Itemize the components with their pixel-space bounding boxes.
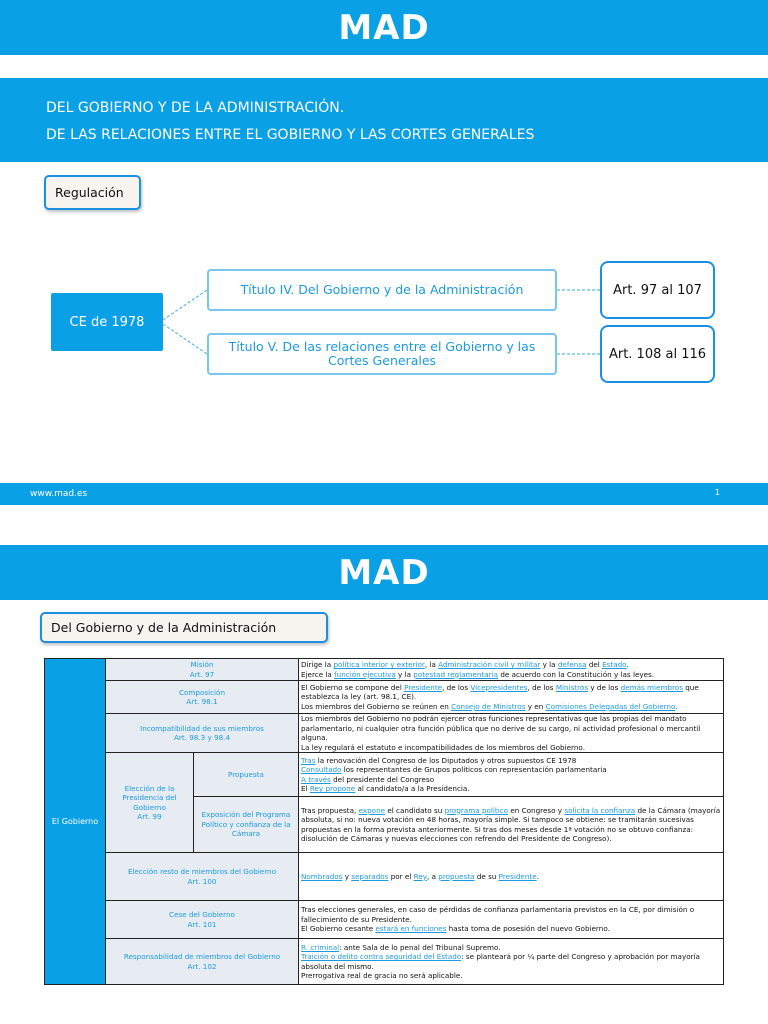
text-line: R. criminal: ante Sala de lo penal del Tribunal Supremo. xyxy=(301,942,501,952)
slide-footer xyxy=(0,483,768,505)
label-line: Responsabilidad de miembros del Gobierno xyxy=(123,952,281,961)
row-text-mision xyxy=(299,659,724,681)
row-text-responsabilidad xyxy=(299,939,724,985)
gobierno-cell xyxy=(45,659,106,985)
row-label-responsabilidad xyxy=(106,939,299,985)
table-row xyxy=(45,939,724,985)
label-article: Art. 102 xyxy=(187,961,217,971)
row-text-eleccion-resto xyxy=(299,853,724,901)
gobierno-label: El Gobierno xyxy=(51,817,99,826)
footer-url[interactable]: www.mad.es xyxy=(30,489,88,499)
table-row xyxy=(45,681,724,714)
sub-label-propuesta xyxy=(194,753,299,797)
row-text-propuesta xyxy=(299,753,724,797)
text-line: El Gobierno cesante estará en funciones hasta toma de posesión del nuevo Gobierno. xyxy=(301,924,610,934)
table-row xyxy=(45,753,724,797)
section-label xyxy=(40,612,328,643)
art-108-116-box xyxy=(600,325,715,383)
mad-logo: MAD xyxy=(338,7,430,48)
connector-lines xyxy=(0,0,768,500)
label-line: Elección resto de miembros del Gobierno xyxy=(127,867,277,876)
page-number: 1 xyxy=(714,488,720,497)
label-line: Elección de la Presidencia del Gobierno xyxy=(122,783,177,812)
text-line: Traición o delito contra seguridad del Estado: se planteará por ¼ parte del Congreso y aprobación por mayoría absoluta del mismo. xyxy=(301,952,700,971)
label-line: Composición xyxy=(178,687,226,697)
titulo-v-box xyxy=(207,333,557,375)
text-line: A través del presidente del Congreso xyxy=(301,774,435,784)
label-article: Art. 99 xyxy=(137,812,162,821)
text-line: El Gobierno se compone del Presidente, de los Vicepresidentes, de los Ministros y de los demás miembros que establezca la ley (art. 98.1, CE). xyxy=(301,682,699,702)
label-article: Art. 97 xyxy=(189,669,215,679)
regulacion-text: Regulación xyxy=(55,185,124,200)
row-text-exposicion xyxy=(299,797,724,853)
exposicion-label: Exposición del Programa Político y confianza de la Cámara xyxy=(201,810,291,839)
text-line: Los miembros del Gobierno no podrán ejercer otras funciones representativas que las propias del mandato parlamentario, ni cualquier otra función pública que no derive de su cargo, ni actividad profesional o mercantil alguna. xyxy=(301,714,701,742)
titulo-v-label: Título V. De las relaciones entre el Gobierno y las Cortes Generales xyxy=(228,339,536,368)
text-line: Dirige la política interior y exterior, la Administración civil y militar y la defensa del Estado. xyxy=(301,660,629,669)
table-row xyxy=(45,659,724,681)
table-row xyxy=(45,901,724,939)
label-article: Art. 100 xyxy=(187,876,217,886)
text-line: Prerrogativa real de gracia no será aplicable. xyxy=(301,971,463,980)
row-text-cese xyxy=(299,901,724,939)
label-line: Cese del Gobierno xyxy=(169,910,235,919)
ce-1978-box xyxy=(51,293,163,351)
title-line-2: DE LAS RELACIONES ENTRE EL GOBIERNO Y LAS CORTES GENERALES xyxy=(46,127,535,143)
row-label-eleccion xyxy=(106,753,194,853)
row-label-composicion xyxy=(106,681,299,714)
label-article: Art. 98.1 xyxy=(186,697,218,706)
titulo-iv-box xyxy=(207,269,557,311)
text-line: Consultado los representantes de Grupos políticos con representación parlamentaria xyxy=(301,765,607,774)
label-line: Incompatibilidad de sus miembros xyxy=(140,723,264,733)
top-bar-2 xyxy=(0,545,768,600)
row-text-composicion xyxy=(299,681,724,714)
text-line: Tras elecciones generales, en caso de pérdidas de confianza parlamentaria previstos en la CE, por dimisión o fallecimiento de su Presidente. xyxy=(301,905,695,924)
text-line: Ejerce la función ejecutiva y la potestad reglamentaria de acuerdo con la Constitución y las leyes. xyxy=(301,669,655,679)
art-97-107-box xyxy=(600,261,715,319)
label-article: Art. 101 xyxy=(187,919,217,929)
propuesta-label: Propuesta xyxy=(228,769,264,779)
section-label-text: Del Gobierno y de la Administración xyxy=(51,620,277,635)
label-article: Art. 98.3 y 98.4 xyxy=(173,733,231,742)
art-97-107-label: Art. 97 al 107 xyxy=(613,282,702,298)
sub-label-exposicion xyxy=(194,797,299,853)
text-line: Tras la renovación del Congreso de los Diputados y otros supuestos CE 1978 xyxy=(301,755,577,765)
mad-logo-2: MAD xyxy=(338,552,430,593)
table-row xyxy=(45,714,724,753)
text-line: Los miembros del Gobierno se reúnen en Consejo de Ministros y en Comisiones Delegadas del Gobierno. xyxy=(301,701,678,711)
table-row xyxy=(45,853,724,901)
row-label-cese xyxy=(106,901,299,939)
titulo-iv-label: Título IV. Del Gobierno y de la Administración xyxy=(240,282,524,297)
label-line: Misión xyxy=(190,660,214,669)
ce-1978-label: CE de 1978 xyxy=(69,314,145,330)
text-line: Tras propuesta, expone el candidato su programa político en Congreso y solicita la confianza de la Cámara (mayoría absoluta, si no: nueva votación en 48 horas, mayoría simple. Si tampoco se obtiene: se tramitarán sucesivas propuestas en la forma prevista anteriormente. Si tras dos meses desde 1ª votación no se obtuvo confianza: disolución de Cámaras y nuevas elecciones con refrendo del Presidente de Congreso). xyxy=(301,805,721,843)
row-label-eleccion-resto xyxy=(106,853,299,901)
text-line: El Rey propone al candidato/a a la Presidencia. xyxy=(301,784,470,793)
row-label-mision xyxy=(106,659,299,681)
art-108-116-label: Art. 108 al 116 xyxy=(608,346,707,362)
gobierno-table xyxy=(44,658,724,985)
text-line: Nombrados y separados por el Rey, a propuesta de su Presidente. xyxy=(301,871,539,881)
row-text-incompatibilidad xyxy=(299,714,724,753)
title-line-1: DEL GOBIERNO Y DE LA ADMINISTRACIÓN. xyxy=(46,100,345,116)
text-line: La ley regulará el estatuto e incompatibilidades de los miembros del Gobierno. xyxy=(301,742,585,752)
row-label-incompatibilidad xyxy=(106,714,299,753)
